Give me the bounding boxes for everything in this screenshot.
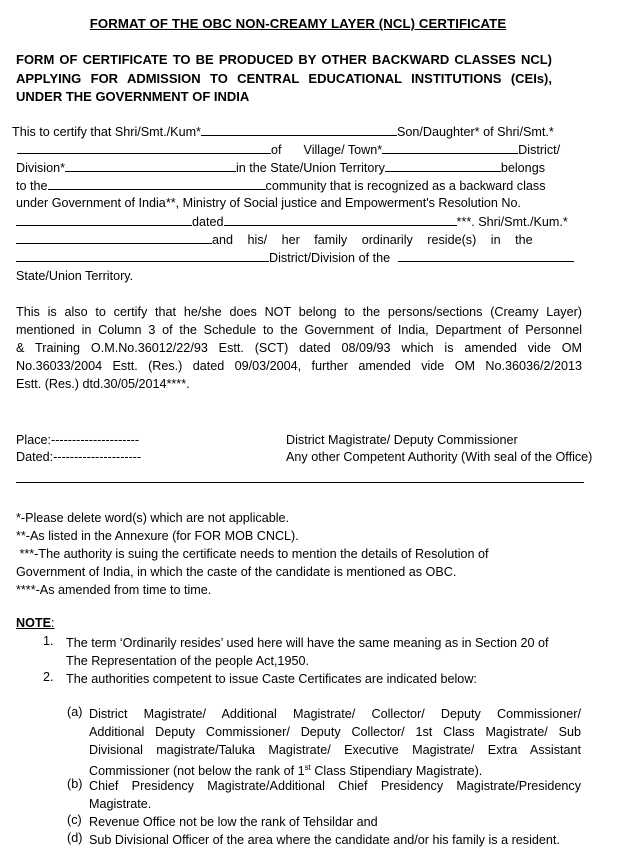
- note-heading-text: NOTE: [16, 616, 51, 630]
- certify-text: under Government of India**, Ministry of Social justice and Empowerment's Resolution No.: [16, 196, 521, 210]
- note-heading: [16, 616, 54, 630]
- applicant-name-blank[interactable]: [16, 231, 212, 244]
- certify-text: of: [271, 143, 282, 157]
- certify-text: dated: [192, 215, 224, 229]
- note-item-line: The Representation of the people Act,1950.: [66, 654, 309, 668]
- subitem-c: Revenue Office not be low the rank of Tehsildar and: [89, 815, 378, 829]
- certify-text: Village/ Town*: [303, 143, 383, 157]
- subitem-b: [89, 777, 581, 813]
- certify-text: community that is recognized as a backward class: [265, 179, 546, 193]
- subitem-a: [89, 705, 581, 780]
- state-blank[interactable]: [385, 159, 501, 172]
- parent-name-blank[interactable]: [17, 141, 271, 154]
- footnote-3-continued: Government of India, in which the caste of the candidate is mentioned as OBC.: [16, 565, 457, 579]
- creamy-layer-paragraph: [16, 303, 582, 393]
- state-ut-blank[interactable]: [398, 249, 574, 262]
- subitem-line: Chief Presidency Magistrate/Additional Chief Presidency Magistrate/Presidency: [89, 779, 581, 793]
- note-colon: :: [50, 616, 55, 630]
- note-item-line: The term ‘Ordinarily resides’ used here will have the same meaning as in Section 20 of: [66, 636, 549, 650]
- subitem-text: Class Stipendiary Magistrate).: [310, 764, 483, 779]
- certify-text: Division*: [16, 161, 65, 175]
- certify-text: ***. Shri/Smt./Kum.*: [456, 215, 568, 229]
- division-blank[interactable]: [65, 159, 236, 172]
- note-item-number: 1.: [43, 634, 54, 648]
- resolution-date-blank[interactable]: [224, 213, 457, 226]
- authority-line-2: Any other Competent Authority (With seal of the Office): [286, 450, 593, 464]
- subitem-label: (b): [67, 777, 83, 791]
- document-title: FORMAT OF THE OBC NON-CREAMY LAYER (NCL) CERTIFICATE: [89, 16, 507, 31]
- subitem-d: Sub Divisional Officer of the area where the candidate and/or his family is a resident.: [89, 833, 560, 847]
- subitem-label: (a): [67, 705, 83, 719]
- certify-text: Son/Daughter* of Shri/Smt.*: [396, 125, 554, 139]
- paragraph-line: No.36033/2004 Estt. (Res.) dated 09/03/2004, further amended vide OM No.36036/2/2013: [16, 359, 582, 373]
- superscript: st: [304, 763, 311, 772]
- authority-line-1: District Magistrate/ Deputy Commissioner: [286, 433, 518, 447]
- subitem-text: Commissioner (not below the rank of 1: [89, 764, 305, 779]
- subitem-line: District Magistrate/ Additional Magistrate/ Collector/ Deputy Commissioner/: [89, 707, 581, 721]
- certify-text: and his/ her family ordinarily reside(s) in the: [212, 233, 533, 247]
- certify-text: District/Division of the: [269, 251, 391, 265]
- note-item-2: The authorities competent to issue Caste Certificates are indicated below:: [66, 672, 477, 686]
- footnote-4: ****-As amended from time to time.: [16, 583, 212, 597]
- subitem-line: Additional Deputy Commissioner/ Deputy Collector/ 1st Class Magistrate/ Sub: [89, 725, 581, 739]
- footnote-3: ***-The authority is suing the certificate needs to mention the details of Resolution of: [16, 547, 489, 561]
- village-blank[interactable]: [382, 141, 518, 154]
- paragraph-line: Estt. (Res.) dtd.30/05/2014****.: [16, 377, 190, 391]
- subitem-label: (c): [67, 813, 82, 827]
- footnote-1: *-Please delete word(s) which are not applicable.: [16, 511, 290, 525]
- paragraph-line: This is also to certify that he/she does NOT belong to the persons/sections (Creamy Layer): [16, 305, 582, 319]
- resolution-blank[interactable]: [16, 213, 192, 226]
- community-blank[interactable]: [48, 177, 266, 190]
- certify-text: to the: [16, 179, 48, 193]
- certify-text: This to certify that Shri/Smt./Kum*: [12, 125, 201, 139]
- name-blank[interactable]: [201, 123, 397, 136]
- paragraph-line: mentioned in Column 3 of the Schedule to the Government of India, Department of Personnel: [16, 323, 582, 337]
- paragraph-line: & Training O.M.No.36012/22/93 Estt. (SCT) dated 08/09/93 which is amended vide OM: [16, 341, 582, 355]
- certify-text: State/Union Territory.: [16, 269, 134, 283]
- footnote-2: **-As listed in the Annexure (for FOR MOB CNCL).: [16, 529, 299, 543]
- subitem-label: (d): [67, 831, 83, 845]
- dated-field: Dated:---------------------: [16, 450, 142, 464]
- subitem-line: Magistrate.: [89, 797, 152, 811]
- subitem-line: Divisional magistrate/Taluka Magistrate/ Executive Magistrate/ Extra Assistant: [89, 743, 581, 757]
- district-blank[interactable]: [16, 249, 269, 262]
- certify-text: District/: [518, 143, 561, 157]
- note-item-number: 2.: [43, 670, 54, 684]
- note-item-1: [66, 634, 596, 670]
- document-subtitle: FORM OF CERTIFICATE TO BE PRODUCED BY OTHER BACKWARD CLASSES NCL) APPLYING FOR ADMISSION TO CENTRAL EDUCATIONAL INSTITUTIONS (CEIs), UNDER THE GOVERNMENT OF INDIA: [16, 52, 552, 104]
- certify-text: in the State/Union Territory: [236, 161, 385, 175]
- place-field: Place:---------------------: [16, 433, 140, 447]
- divider: [16, 482, 584, 483]
- certify-text: belongs: [500, 161, 545, 175]
